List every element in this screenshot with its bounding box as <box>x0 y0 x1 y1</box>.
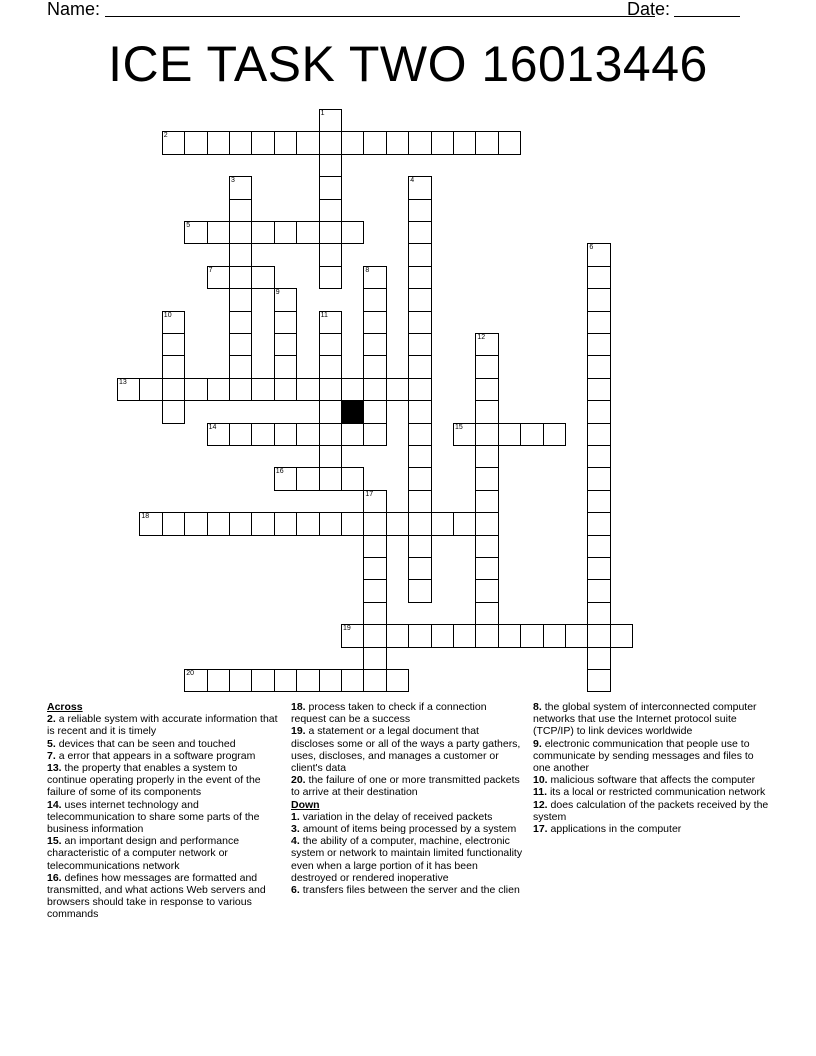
grid-cell[interactable] <box>475 624 498 647</box>
clue-num: 11. <box>533 786 548 799</box>
clue-number: 11 <box>320 311 328 319</box>
clue-num: 6. <box>291 884 300 897</box>
grid-cell[interactable] <box>251 423 274 446</box>
grid-cell[interactable] <box>319 154 342 177</box>
grid-cell[interactable] <box>341 467 364 490</box>
grid-cell[interactable] <box>162 333 185 356</box>
grid-cell[interactable] <box>363 579 386 602</box>
grid-cell[interactable] <box>363 557 386 580</box>
grid-cell[interactable] <box>229 131 252 154</box>
grid-cell[interactable] <box>386 669 409 692</box>
grid-cell[interactable] <box>319 109 342 132</box>
grid-cell[interactable] <box>475 333 498 356</box>
grid-cell[interactable] <box>207 221 230 244</box>
grid-cell[interactable] <box>386 624 409 647</box>
across-clue <box>47 762 279 799</box>
clue-text: process taken to check if a connection request can be a success <box>291 701 487 726</box>
grid-cell[interactable] <box>162 512 185 535</box>
grid-cell[interactable] <box>363 311 386 334</box>
grid-cell[interactable] <box>408 579 431 602</box>
grid-cell[interactable] <box>251 378 274 401</box>
grid-cell[interactable] <box>431 512 454 535</box>
grid-cell[interactable] <box>229 669 252 692</box>
grid-cell[interactable] <box>475 400 498 423</box>
clue-number: 7 <box>208 266 213 274</box>
grid-cell[interactable] <box>296 512 319 535</box>
across-clue <box>47 750 279 762</box>
grid-cell[interactable] <box>363 266 386 289</box>
grid-cell[interactable] <box>520 624 543 647</box>
clue-num: 12. <box>533 798 548 811</box>
grid-cell[interactable] <box>408 490 431 513</box>
grid-cell[interactable] <box>207 669 230 692</box>
grid-cell[interactable] <box>296 378 319 401</box>
grid-cell[interactable] <box>184 378 207 401</box>
clue-num: 1. <box>291 810 300 823</box>
grid-cell[interactable] <box>162 355 185 378</box>
grid-cell[interactable] <box>475 512 498 535</box>
clue-num: 5. <box>47 737 56 750</box>
grid-cell[interactable] <box>296 131 319 154</box>
across-heading: Across <box>47 701 83 713</box>
grid-cell[interactable] <box>139 378 162 401</box>
grid-cell[interactable] <box>475 557 498 580</box>
grid-cell[interactable] <box>162 400 185 423</box>
grid-cell[interactable] <box>363 423 386 446</box>
clue-num: 19. <box>291 725 306 738</box>
grid-cell[interactable] <box>251 266 274 289</box>
date-label: Date: <box>627 0 671 19</box>
grid-cell[interactable] <box>162 131 185 154</box>
down-clue <box>533 823 773 835</box>
clue-num: 17. <box>533 823 548 836</box>
across-clue <box>291 774 523 798</box>
grid-cell[interactable] <box>319 176 342 199</box>
grid-cell[interactable] <box>408 199 431 222</box>
grid-cell[interactable] <box>587 557 610 580</box>
clue-text: does calculation of the packets received by the system <box>533 798 769 823</box>
grid-cell[interactable] <box>498 131 521 154</box>
grid-cell[interactable] <box>408 355 431 378</box>
grid-cell[interactable] <box>386 512 409 535</box>
clue-text: uses internet technology and telecommunication to share some parts of the business information <box>47 798 260 836</box>
grid-cell[interactable] <box>274 311 297 334</box>
grid-cell[interactable] <box>319 512 342 535</box>
clue-number: 17 <box>365 490 374 498</box>
clues-column-1 <box>47 701 279 921</box>
clue-number: 8 <box>365 266 370 274</box>
grid-cell[interactable] <box>229 423 252 446</box>
clue-num: 14. <box>47 798 62 811</box>
down-clue <box>533 701 773 738</box>
clue-num: 16. <box>47 871 62 884</box>
clue-text: devices that can be seen and touched <box>58 737 236 750</box>
clue-text: the ability of a computer, machine, electronic system or network to maintain limited functionality even when a large portion of it has been destroyed or rendered inoperative <box>291 835 523 884</box>
grid-cell[interactable] <box>229 221 252 244</box>
clue-text: an important design and performance characteristic of a computer network or telecommunications network <box>47 835 240 872</box>
grid-cell[interactable] <box>587 400 610 423</box>
grid-cell[interactable] <box>274 333 297 356</box>
down-clue <box>533 786 773 798</box>
grid-cell[interactable] <box>408 311 431 334</box>
clue-number: 19 <box>343 625 351 633</box>
across-clue <box>47 835 279 872</box>
clue-text: the property that enables a system to continue operating properly in the event of the failure of some of its components <box>47 762 261 799</box>
grid-cell[interactable] <box>408 624 431 647</box>
clues-column-3 <box>533 701 773 835</box>
clue-text: amount of items being processed by a system <box>302 823 517 836</box>
clue-number: 15 <box>455 423 463 431</box>
grid-cell[interactable] <box>587 266 610 289</box>
grid-cell[interactable] <box>498 624 521 647</box>
grid-cell[interactable] <box>229 355 252 378</box>
black-square <box>341 400 364 423</box>
grid-cell[interactable] <box>207 378 230 401</box>
grid-cell[interactable] <box>475 355 498 378</box>
grid-cell[interactable] <box>453 512 476 535</box>
grid-cell[interactable] <box>319 467 342 490</box>
clue-num: 15. <box>47 835 62 848</box>
grid-cell[interactable] <box>408 266 431 289</box>
grid-cell[interactable] <box>319 221 342 244</box>
grid-cell[interactable] <box>251 131 274 154</box>
grid-cell[interactable] <box>565 624 588 647</box>
grid-cell[interactable] <box>475 602 498 625</box>
clue-num: 2. <box>47 713 56 726</box>
across-clue <box>291 701 523 725</box>
grid-cell[interactable] <box>296 669 319 692</box>
grid-cell[interactable] <box>229 176 252 199</box>
grid-cell[interactable] <box>587 378 610 401</box>
grid-cell[interactable] <box>251 512 274 535</box>
grid-cell[interactable] <box>610 624 633 647</box>
grid-cell[interactable] <box>408 221 431 244</box>
down-clue <box>291 884 523 896</box>
grid-cell[interactable] <box>475 423 498 446</box>
grid-cell[interactable] <box>475 131 498 154</box>
grid-cell[interactable] <box>274 512 297 535</box>
across-clue <box>291 725 523 774</box>
grid-cell[interactable] <box>520 423 543 446</box>
grid-cell[interactable] <box>363 400 386 423</box>
grid-cell[interactable] <box>184 221 207 244</box>
grid-cell[interactable] <box>408 423 431 446</box>
grid-cell[interactable] <box>229 378 252 401</box>
grid-cell[interactable] <box>363 378 386 401</box>
across-clue <box>47 799 279 836</box>
grid-cell[interactable] <box>408 557 431 580</box>
grid-cell[interactable] <box>274 378 297 401</box>
clue-text: a error that appears in a software program <box>58 749 256 762</box>
grid-cell[interactable] <box>363 602 386 625</box>
across-clue <box>47 738 279 750</box>
grid-cell[interactable] <box>408 333 431 356</box>
grid-cell[interactable] <box>587 512 610 535</box>
grid-cell[interactable] <box>543 423 566 446</box>
grid-cell[interactable] <box>229 266 252 289</box>
clue-number: 3 <box>231 177 235 185</box>
clue-number: 9 <box>275 289 280 297</box>
clue-number: 2 <box>163 132 168 140</box>
grid-cell[interactable] <box>274 669 297 692</box>
clue-text: the global system of interconnected computer networks that use the Internet protocol suite (TCP/IP) to link devices worldwide <box>533 701 757 738</box>
grid-cell[interactable] <box>319 669 342 692</box>
clue-number: 5 <box>186 222 191 229</box>
grid-cell[interactable] <box>319 400 342 423</box>
grid-cell[interactable] <box>498 423 521 446</box>
clue-num: 8. <box>533 701 542 713</box>
grid-cell[interactable] <box>587 624 610 647</box>
grid-cell[interactable] <box>475 579 498 602</box>
grid-cell[interactable] <box>363 647 386 670</box>
grid-cell[interactable] <box>162 378 185 401</box>
grid-cell[interactable] <box>475 445 498 468</box>
clue-number: 16 <box>275 468 284 476</box>
clue-text: defines how messages are formatted and transmitted, and what actions Web servers and browsers should take in response to various commands <box>47 871 266 921</box>
page-title: ICE TASK TWO 16013446 <box>108 36 708 92</box>
grid-cell[interactable] <box>319 311 342 334</box>
down-clue <box>291 811 523 823</box>
grid-cell[interactable] <box>363 490 386 513</box>
grid-cell[interactable] <box>319 131 342 154</box>
grid-cell[interactable] <box>408 535 431 558</box>
grid-cell[interactable] <box>431 131 454 154</box>
clue-text: transfers files between the server and the clien <box>302 884 520 897</box>
grid-cell[interactable] <box>475 535 498 558</box>
grid-cell[interactable] <box>319 445 342 468</box>
clue-number: 10 <box>163 311 172 319</box>
grid-cell[interactable] <box>587 445 610 468</box>
grid-cell[interactable] <box>251 221 274 244</box>
down-clue <box>533 799 773 823</box>
grid-cell[interactable] <box>363 333 386 356</box>
grid-cell[interactable] <box>408 467 431 490</box>
clue-number: 6 <box>589 244 594 252</box>
grid-cell[interactable] <box>117 378 140 401</box>
clue-num: 13. <box>47 762 62 775</box>
clue-text: its a local or restricted communication network <box>549 786 766 799</box>
grid-cell[interactable] <box>229 512 252 535</box>
grid-cell[interactable] <box>363 624 386 647</box>
grid-cell[interactable] <box>587 535 610 558</box>
clue-num: 7. <box>47 749 56 762</box>
grid-cell[interactable] <box>475 378 498 401</box>
grid-cell[interactable] <box>363 512 386 535</box>
grid-cell[interactable] <box>229 333 252 356</box>
grid-cell[interactable] <box>408 400 431 423</box>
grid-cell[interactable] <box>229 199 252 222</box>
grid-cell[interactable] <box>184 131 207 154</box>
clue-text: a statement or a legal document that discloses some or all of the ways a party gathers, uses, discloses, and manages a customer or client's data <box>291 725 521 775</box>
grid-cell[interactable] <box>363 669 386 692</box>
grid-cell[interactable] <box>207 266 230 289</box>
grid-cell[interactable] <box>184 512 207 535</box>
clue-text: a reliable system with accurate information that is recent and it is timely <box>47 713 278 738</box>
grid-cell[interactable] <box>386 378 409 401</box>
clue-number: 13 <box>119 378 127 386</box>
clue-number: 14 <box>208 423 217 431</box>
clue-number: 12 <box>477 334 486 341</box>
grid-cell[interactable] <box>587 243 610 266</box>
grid-cell[interactable] <box>475 490 498 513</box>
grid-cell[interactable] <box>587 669 610 692</box>
grid-cell[interactable] <box>587 288 610 311</box>
grid-cell[interactable] <box>274 355 297 378</box>
grid-cell[interactable] <box>363 535 386 558</box>
grid-cell[interactable] <box>319 199 342 222</box>
grid-cell[interactable] <box>408 378 431 401</box>
clue-number: 20 <box>186 670 194 677</box>
clue-number: 18 <box>141 513 150 521</box>
down-clue <box>291 823 523 835</box>
grid-cell[interactable] <box>587 355 610 378</box>
grid-cell[interactable] <box>408 176 431 199</box>
name-label: Name: <box>47 0 101 19</box>
grid-cell[interactable] <box>319 378 342 401</box>
grid-cell[interactable] <box>408 288 431 311</box>
grid-cell[interactable] <box>207 512 230 535</box>
grid-cell[interactable] <box>229 311 252 334</box>
grid-cell[interactable] <box>453 423 476 446</box>
across-clue <box>47 713 279 737</box>
grid-cell[interactable] <box>139 512 162 535</box>
grid-cell[interactable] <box>162 311 185 334</box>
clue-num: 18. <box>291 701 306 713</box>
grid-cell[interactable] <box>319 423 342 446</box>
grid-cell[interactable] <box>408 131 431 154</box>
clue-text: electronic communication that people use to communicate by sending messages and files to one another <box>533 737 754 775</box>
down-clue <box>291 835 523 884</box>
grid-cell[interactable] <box>453 624 476 647</box>
grid-cell[interactable] <box>274 423 297 446</box>
clue-num: 20. <box>291 774 306 787</box>
grid-cell[interactable] <box>207 131 230 154</box>
grid-cell[interactable] <box>341 512 364 535</box>
grid-cell[interactable] <box>274 131 297 154</box>
clue-number: 1 <box>320 110 325 117</box>
across-clue <box>47 872 279 921</box>
grid-cell[interactable] <box>408 445 431 468</box>
down-clue <box>533 738 773 775</box>
grid-cell[interactable] <box>341 669 364 692</box>
grid-cell[interactable] <box>319 243 342 266</box>
clue-number: 4 <box>410 177 415 185</box>
grid-cell[interactable] <box>341 624 364 647</box>
grid-cell[interactable] <box>587 647 610 670</box>
grid-cell[interactable] <box>543 624 566 647</box>
grid-cell[interactable] <box>296 467 319 490</box>
grid-cell[interactable] <box>229 288 252 311</box>
grid-cell[interactable] <box>341 221 364 244</box>
grid-cell[interactable] <box>274 221 297 244</box>
grid-cell[interactable] <box>386 131 409 154</box>
grid-cell[interactable] <box>431 624 454 647</box>
grid-cell[interactable] <box>274 288 297 311</box>
grid-cell[interactable] <box>587 467 610 490</box>
grid-cell[interactable] <box>184 669 207 692</box>
clues-column-2 <box>291 701 523 896</box>
clue-num: 3. <box>291 823 300 836</box>
grid-cell[interactable] <box>587 333 610 356</box>
grid-cell[interactable] <box>587 311 610 334</box>
grid-cell[interactable] <box>363 131 386 154</box>
grid-cell[interactable] <box>319 333 342 356</box>
grid-cell[interactable] <box>587 602 610 625</box>
grid-cell[interactable] <box>587 490 610 513</box>
grid-cell[interactable] <box>251 669 274 692</box>
down-heading: Down <box>291 798 320 811</box>
grid-cell[interactable] <box>207 423 230 446</box>
down-clue <box>533 774 773 786</box>
grid-cell[interactable] <box>296 423 319 446</box>
grid-cell[interactable] <box>341 423 364 446</box>
grid-cell[interactable] <box>363 355 386 378</box>
grid-cell[interactable] <box>453 131 476 154</box>
date-blank-line[interactable] <box>674 16 740 17</box>
grid-cell[interactable] <box>363 288 386 311</box>
grid-cell[interactable] <box>341 131 364 154</box>
clue-text: the failure of one or more transmitted packets to arrive at their destination <box>291 774 520 799</box>
grid-cell[interactable] <box>587 423 610 446</box>
name-blank-line[interactable] <box>105 16 655 17</box>
clue-num: 4. <box>291 835 300 848</box>
grid-cell[interactable] <box>341 378 364 401</box>
grid-cell[interactable] <box>408 243 431 266</box>
clue-num: 10. <box>533 774 548 787</box>
grid-cell[interactable] <box>587 579 610 602</box>
grid-cell[interactable] <box>274 467 297 490</box>
clue-text: malicious software that affects the computer <box>550 774 756 787</box>
grid-cell[interactable] <box>319 266 342 289</box>
header <box>47 0 747 22</box>
grid-cell[interactable] <box>296 221 319 244</box>
grid-cell[interactable] <box>408 512 431 535</box>
grid-cell[interactable] <box>229 243 252 266</box>
grid-cell[interactable] <box>475 467 498 490</box>
clue-text: variation in the delay of received packets <box>302 810 493 823</box>
clue-num: 9. <box>533 737 542 750</box>
grid-cell[interactable] <box>319 355 342 378</box>
clue-text: applications in the computer <box>550 823 682 836</box>
